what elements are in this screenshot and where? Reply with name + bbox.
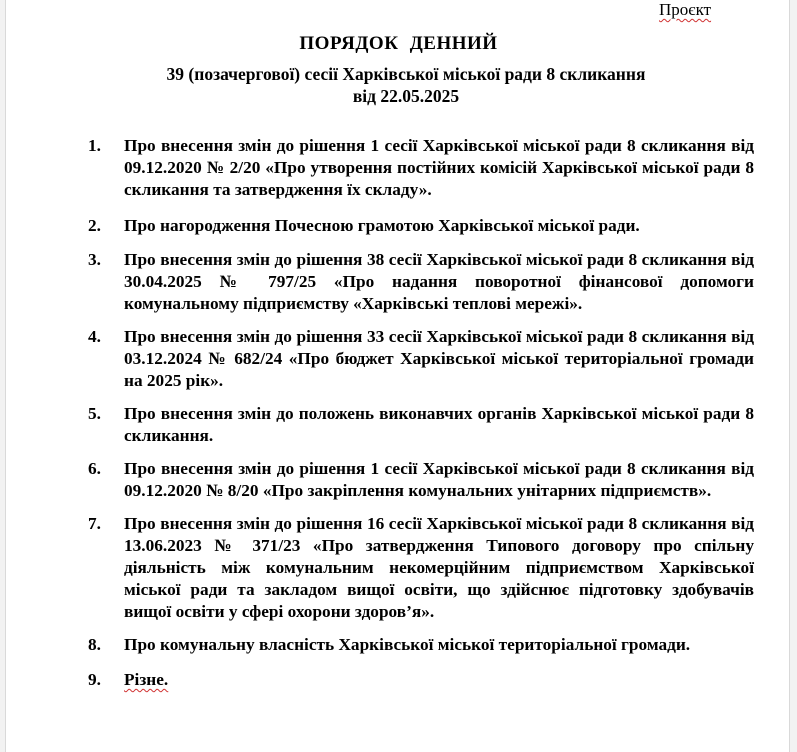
agenda-item-number: 2. xyxy=(88,216,101,235)
right-scrollbar-edge[interactable] xyxy=(789,0,797,752)
agenda-item-text: Різне. xyxy=(124,670,169,689)
agenda-item-number: 6. xyxy=(88,459,101,478)
page-subtitle xyxy=(0,63,797,107)
subtitle-session: 39 (позачергової) сесії Харківської міської ради 8 скликання xyxy=(166,64,646,84)
agenda-item-number: 9. xyxy=(88,670,101,689)
agenda-item-number: 3. xyxy=(88,250,101,269)
agenda-item xyxy=(88,669,754,691)
agenda-item-text: Про внесення змін до рішення 16 сесії Харківської міської ради 8 скликання від 13.06.2023 № 371/23 «Про затвердження Типового договору про спільну діяльність між комунальним некомерційним підприємством Харківської міської ради та закладом вищої освіти, що здійснює підготовку здобувачів вищої освіти у сфері охорони здоров’я». xyxy=(124,514,754,621)
agenda-item xyxy=(88,634,754,656)
agenda-item-text: Про внесення змін до положень виконавчих органів Харківської міської ради 8 скликання. xyxy=(124,404,754,445)
agenda-item xyxy=(88,249,754,315)
agenda-item-text: Про внесення змін до рішення 38 сесії Харківської міської ради 8 скликання від 30.04.2025 № 797/25 «Про надання поворотної фінансової допомоги комунальному підприємству «Харківські теплові мережі». xyxy=(124,250,754,313)
agenda-item xyxy=(88,513,754,623)
agenda-item-number: 8. xyxy=(88,635,101,654)
agenda-item-text: Про внесення змін до рішення 33 сесії Харківської міської ради 8 скликання від 03.12.2024 № 682/24 «Про бюджет Харківської міської територіальної громади на 2025 рік». xyxy=(124,327,754,390)
agenda-item-number: 1. xyxy=(88,136,101,155)
agenda-item xyxy=(88,458,754,502)
agenda-item-number: 7. xyxy=(88,514,101,533)
agenda-item xyxy=(88,215,754,237)
agenda-item xyxy=(88,403,754,447)
page-title: ПОРЯДОК ДЕННИЙ xyxy=(299,33,498,54)
agenda-item xyxy=(88,135,754,201)
agenda-item-text: Про комунальну власність Харківської міської територіальної громади. xyxy=(124,635,691,654)
left-window-edge xyxy=(0,0,6,752)
agenda-item xyxy=(88,326,754,392)
agenda-item-text: Про внесення змін до рішення 1 сесії Харківської міської ради 8 скликання від 09.12.2020 № 8/20 «Про закріплення комунальних унітарних підприємств». xyxy=(124,459,754,500)
agenda-list xyxy=(88,135,754,691)
draft-label: Проєкт xyxy=(659,0,712,19)
agenda-item-text: Про нагородження Почесною грамотою Харківської міської ради. xyxy=(124,216,640,235)
subtitle-date: від 22.05.2025 xyxy=(352,86,460,106)
agenda-item-number: 4. xyxy=(88,327,101,346)
agenda-item-text: Про внесення змін до рішення 1 сесії Харківської міської ради 8 скликання від 09.12.2020 № 2/20 «Про утворення постійних комісій Харківської міської ради 8 скликання та затвердження їх складу». xyxy=(124,136,754,199)
agenda-item-number: 5. xyxy=(88,404,101,423)
